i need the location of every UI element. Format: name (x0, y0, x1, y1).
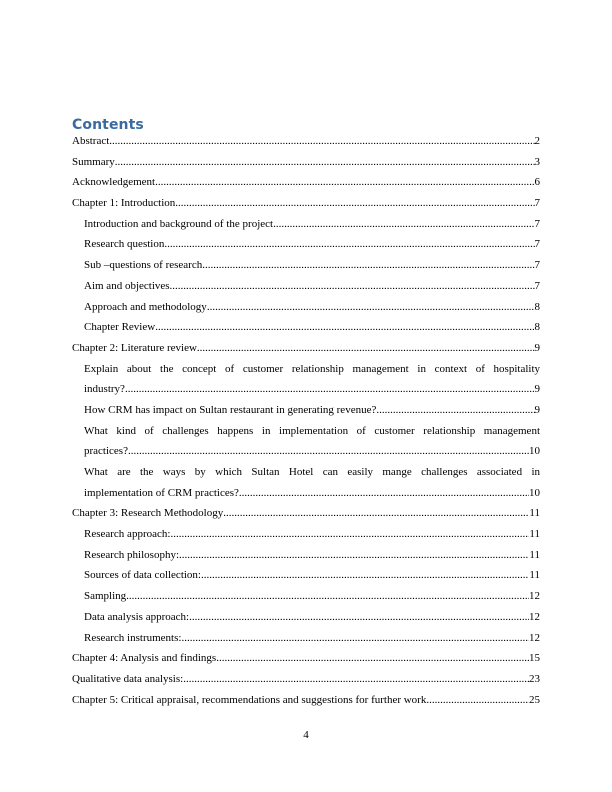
toc-entry-aim-objectives[interactable] (72, 280, 540, 301)
toc-entry-page: 11 (529, 528, 540, 541)
toc-entry-title: Chapter 2: Literature review (72, 341, 197, 354)
toc-entry-qualitative-analysis[interactable] (72, 673, 540, 694)
toc-entry-title: Chapter 1: Introduction (72, 197, 176, 210)
toc-entry-page: 9 (534, 403, 540, 416)
toc-entry-page: 12 (529, 590, 540, 603)
toc-entry-title: Chapter 5: Critical appraisal, recommendations and suggestions for further work (72, 693, 427, 706)
toc-entry-manage-challenges[interactable] (72, 466, 540, 507)
toc-entry-chapter-3[interactable] (72, 507, 540, 528)
toc-entry-crm-concept[interactable] (72, 363, 540, 404)
toc-entry-page: 15 (529, 652, 540, 665)
toc-entry-research-philosophy[interactable] (72, 549, 540, 570)
toc-entry-title-line2: practices? (84, 445, 128, 458)
toc-entry-page: 11 (529, 548, 540, 561)
toc-entry-page: 7 (534, 197, 540, 210)
toc-entry-chapter-4[interactable] (72, 652, 540, 673)
toc-entry-introduction-background[interactable] (72, 218, 540, 239)
toc-entry-title: Chapter 3: Research Methodology (72, 507, 224, 520)
toc-entry-chapter-2[interactable] (72, 342, 540, 363)
toc-entry-title: Chapter Review (84, 321, 156, 334)
toc-entry-page: 7 (534, 238, 540, 251)
toc-entry-page: 2 (534, 135, 540, 147)
toc-entry-title-line1: Explain about the concept of customer relationship management in context of hospitality (84, 362, 540, 375)
toc-entry-title: Research instruments: (84, 631, 182, 644)
toc-entry-title: Acknowledgement (72, 176, 156, 189)
toc-entry-page: 9 (534, 383, 540, 396)
toc-entry-chapter-5[interactable] (72, 694, 540, 715)
toc-entry-page: 11 (529, 569, 540, 582)
toc-entry-page: 23 (529, 672, 540, 685)
toc-entry-page: 8 (534, 321, 540, 334)
toc-entry-title-line2: implementation of CRM practices? (84, 486, 239, 499)
toc-entry-sampling[interactable] (72, 590, 540, 611)
toc-entry-title: Sampling (84, 590, 127, 603)
toc-entry-title: Qualitative data analysis: (72, 672, 184, 685)
toc-entry-page: 10 (529, 486, 540, 499)
toc-entry-page: 8 (534, 300, 540, 313)
toc-entry-page: 10 (529, 445, 540, 458)
toc-entry-data-sources[interactable] (72, 569, 540, 590)
toc-entry-title: Sub –questions of research (84, 259, 203, 272)
toc-entry-summary[interactable] (72, 156, 540, 177)
toc-entry-page: 7 (534, 217, 540, 230)
toc-entry-page: 12 (529, 631, 540, 644)
toc-entry-crm-impact[interactable] (72, 404, 540, 425)
toc-entry-title-line1: What are the ways by which Sultan Hotel can easily mange challenges associated in (84, 466, 540, 478)
toc-entry-research-question[interactable] (72, 238, 540, 259)
toc-entry-title: Research philosophy: (84, 548, 180, 561)
toc-entry-title: Summary (72, 155, 115, 168)
toc-entry-page: 25 (529, 693, 540, 706)
toc-entry-title-line1: What kind of challenges happens in implementation of customer relationship management (84, 424, 540, 437)
toc-entry-page: 6 (534, 176, 540, 189)
toc-entry-page: 9 (534, 341, 540, 354)
toc-entry-title: How CRM has impact on Sultan restaurant in generating revenue? (84, 403, 377, 416)
toc-entry-title-line2: industry? (84, 383, 125, 396)
toc-entry-title: Approach and methodology (84, 300, 207, 313)
toc-entry-title: Data analysis approach: (84, 610, 190, 623)
toc-entry-research-approach[interactable] (72, 528, 540, 549)
table-of-contents (72, 135, 540, 714)
toc-entry-title: Abstract (72, 135, 110, 147)
toc-entry-acknowledgement[interactable] (72, 176, 540, 197)
toc-entry-approach-methodology[interactable] (72, 301, 540, 322)
toc-entry-title: Research approach: (84, 528, 171, 541)
toc-entry-chapter-review[interactable] (72, 321, 540, 342)
toc-entry-title: Introduction and background of the project (84, 217, 274, 230)
toc-entry-title: Sources of data collection: (84, 569, 201, 582)
toc-entry-page: 7 (534, 279, 540, 292)
toc-entry-title: Research question (84, 238, 165, 251)
toc-entry-page: 3 (534, 155, 540, 168)
toc-entry-title: Aim and objectives (84, 279, 170, 292)
toc-entry-data-analysis-approach[interactable] (72, 611, 540, 632)
toc-entry-page: 12 (529, 610, 540, 623)
toc-heading: Contents (72, 117, 144, 133)
toc-entry-abstract[interactable] (72, 135, 540, 156)
toc-entry-page: 7 (534, 259, 540, 272)
page-number: 4 (303, 729, 309, 741)
toc-entry-title: Chapter 4: Analysis and findings (72, 652, 217, 665)
toc-entry-chapter-1[interactable] (72, 197, 540, 218)
toc-entry-research-instruments[interactable] (72, 632, 540, 653)
toc-entry-sub-questions[interactable] (72, 259, 540, 280)
toc-entry-crm-challenges[interactable] (72, 425, 540, 466)
toc-entry-page: 11 (529, 507, 540, 520)
